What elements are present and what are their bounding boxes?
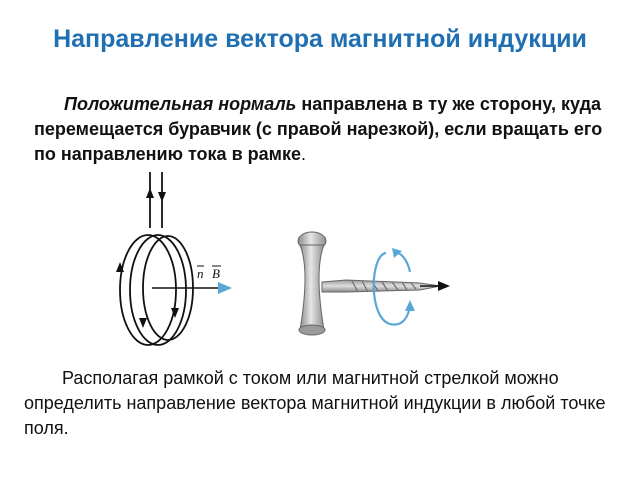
rotation-arrow <box>374 248 415 325</box>
definition-end: . <box>300 144 306 164</box>
label-n: n <box>197 266 204 281</box>
conclusion-paragraph <box>24 366 620 441</box>
normal-vector-arrow <box>152 282 232 294</box>
conclusion-text: Располагая рамкой с током или магнитной стрелкой можно определить направление вектора магнитной индукции в любой точке поля. <box>24 368 606 438</box>
motion-direction-arrow <box>420 281 450 291</box>
definition-paragraph <box>34 92 624 167</box>
definition-text: направлена в ту же сторону, куда перемещается буравчик (с правой нарезкой), если вращать его по направлению тока в рамке <box>34 94 603 164</box>
current-loop <box>116 172 193 345</box>
label-b: B <box>212 266 220 281</box>
slide-title: Направление вектора магнитной индукции <box>53 25 587 53</box>
positive-normal-term: Положительная нормаль <box>64 94 297 114</box>
gimlet-icon <box>298 232 440 335</box>
